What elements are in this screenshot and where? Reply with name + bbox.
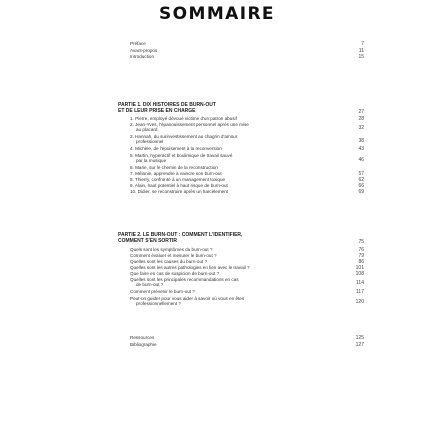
toc-item: 8. Thierry, confronté à un management toxique	[130, 177, 226, 182]
toc-label: Bibliographie	[130, 342, 157, 347]
toc-item: 1. Pierre, employé dévoué victime d'un patron abusif	[130, 116, 237, 121]
toc-page: 46	[358, 157, 364, 163]
toc-page: 75	[358, 239, 364, 245]
toc-page: 69	[358, 189, 364, 195]
toc-item-continued: de burn-out ?	[136, 282, 164, 287]
toc-page: 108	[355, 271, 364, 277]
toc-item: 7. Mélanie, apprendre à vaincre son burn-out	[130, 171, 222, 176]
toc-item: 6. Marie, sur le chemin de la reconstruction	[130, 165, 218, 170]
toc-label: Introduction	[130, 54, 155, 59]
toc-page: 62	[358, 177, 364, 183]
part-subtitle: ET DE LEUR PRISE EN CHARGE	[118, 108, 196, 114]
toc-page: 43	[358, 146, 364, 152]
toc-page: 127	[355, 342, 364, 348]
toc-page: 86	[358, 259, 364, 265]
toc-page: 28	[358, 116, 364, 122]
part-title: PARTIE 1. DIX HISTOIRES DE BURN-OUT	[118, 102, 216, 108]
toc-page: 114	[356, 280, 364, 286]
toc-item: Quels sont les symptômes du burn-out ?	[130, 247, 213, 252]
toc-item: Que faire en cas de suspicion de burn-out ?	[130, 271, 220, 276]
part-title: PARTIE 2. LE BURN-OUT : COMMENT L'IDENTIFIER,	[118, 232, 243, 238]
toc-page: 57	[358, 171, 364, 177]
toc-item-continued: professionnellement ?	[136, 301, 181, 306]
toc-page: 32	[358, 125, 364, 131]
toc-item-continued: au placard	[136, 127, 158, 132]
toc-item: Comment évaluer et mesurer le burn-out ?	[130, 253, 217, 258]
part-subtitle: COMMENT S'EN SORTIR	[118, 238, 177, 244]
toc-page: 120	[355, 299, 364, 305]
toc-item: Quelles sont les autres pathologies en lien avec le travail ?	[130, 265, 250, 270]
toc-page: 15	[358, 54, 364, 60]
toc-label: Avant-propos	[130, 48, 158, 53]
toc-item: 10. Didier, se reconstruire après un harcèlement	[130, 189, 229, 194]
toc-page: 7	[361, 41, 364, 47]
toc-page: 76	[358, 247, 364, 253]
toc-item: 4. Michèle, de l'épuisement à la reconversion	[130, 146, 222, 151]
toc-item-continued: professionnel	[136, 139, 164, 144]
toc-item-continued: par la musique	[136, 158, 167, 163]
toc-page: 125	[355, 335, 364, 341]
toc-item: Quelles sont les causes du burn-out ?	[130, 259, 208, 264]
toc-page: 101	[355, 265, 364, 271]
toc-page: 27	[358, 109, 364, 115]
toc-item: Quelles sont les principales recommandations en cas	[130, 277, 239, 282]
toc-label: Ressources	[130, 335, 155, 340]
toc-item: 2. Jean-Yves, l'épanouissement personnel après une mise	[130, 122, 249, 127]
toc-page: 66	[358, 183, 364, 189]
toc-page: 79	[358, 253, 364, 259]
toc-item: Comment prévenir le burn-out ?	[130, 289, 195, 294]
toc-page: 38	[358, 138, 364, 144]
toc-item: 3. Hannah, du surinvestissement au chagrin d'amour	[130, 134, 238, 139]
page-title: SOMMAIRE	[159, 4, 275, 24]
toc-item: Peut-on guider pour vous aider à savoir où vous en êtes	[130, 296, 245, 301]
toc-page: 117	[356, 289, 364, 295]
toc-label: Préface	[130, 41, 146, 46]
toc-item: 9. Alain, haut potentiel à haut risque de burn-out	[130, 183, 228, 188]
toc-item: 5. Martin, hyperactif et boulimique de travail sauvé	[130, 153, 233, 158]
toc-page: 11	[358, 48, 364, 54]
